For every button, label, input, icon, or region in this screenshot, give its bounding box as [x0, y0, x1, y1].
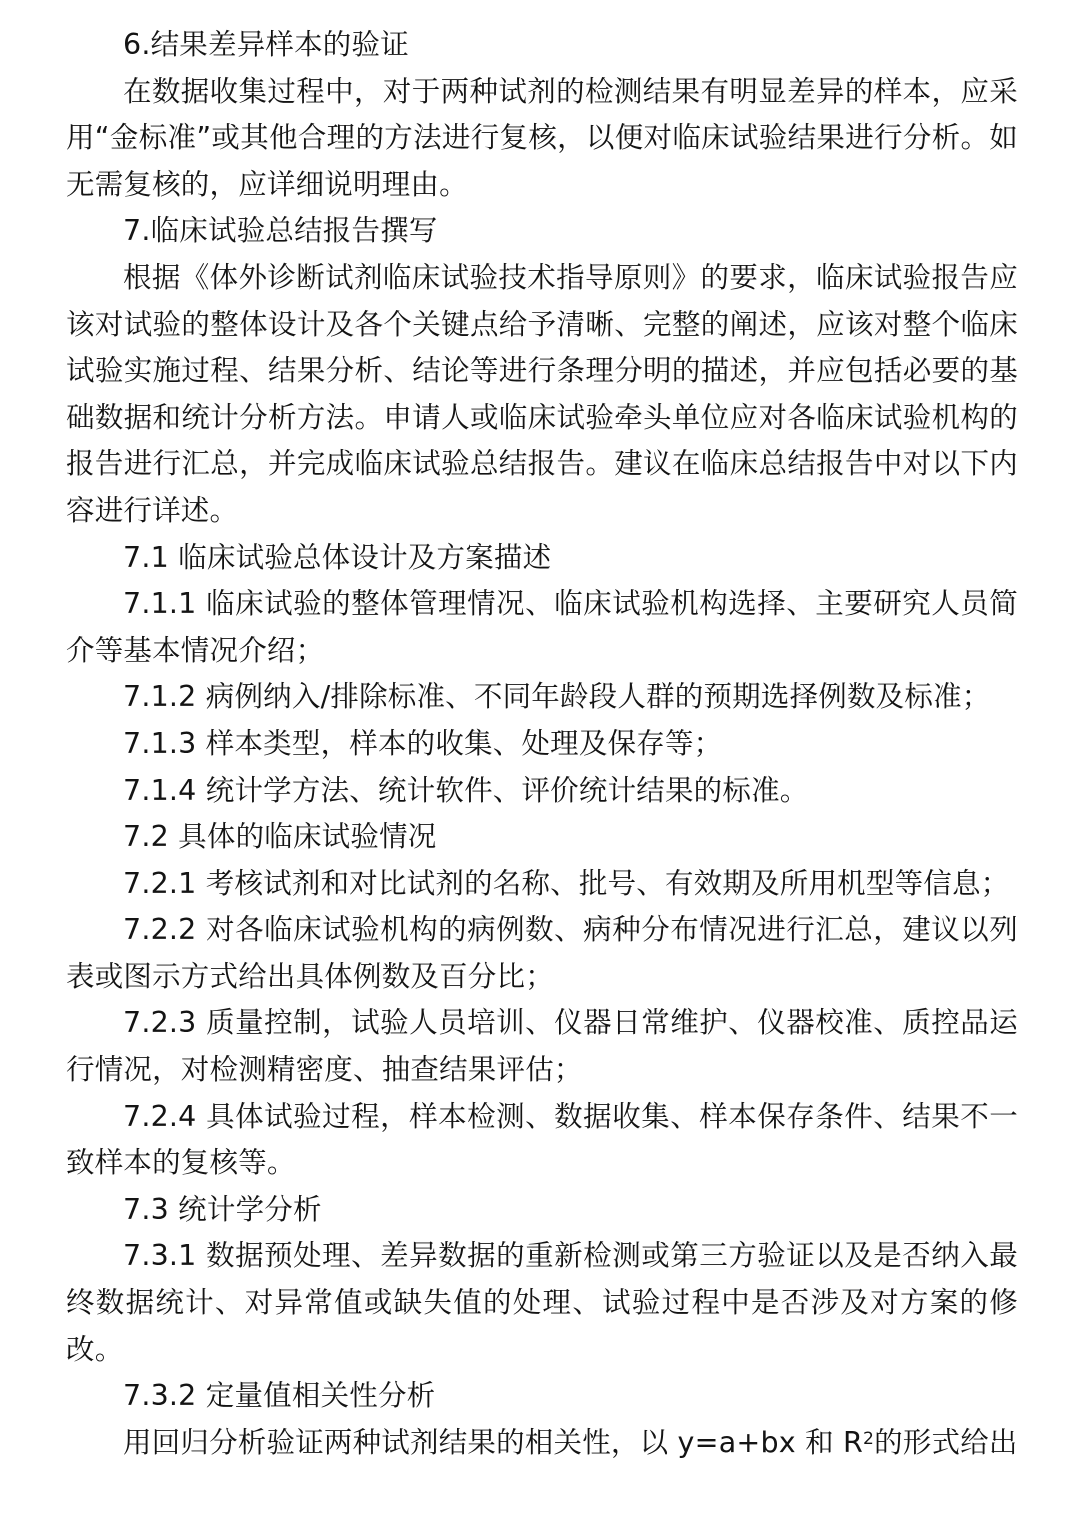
paragraph-7-2-4: 7.2.4 具体试验过程，样本检测、数据收集、样本保存条件、结果不一致样本的复核等。	[66, 1099, 1018, 1180]
heading-7: 7.临床试验总结报告撰写	[123, 214, 438, 248]
regression-text-end: 的形式给出	[874, 1425, 1018, 1459]
heading-7-2: 7.2 具体的临床试验情况	[123, 820, 437, 854]
paragraph-7-1-2: 7.1.2 病例纳入/排除标准、不同年龄段人群的预期选择例数及标准；	[123, 680, 991, 714]
regression-text: 用回归分析验证两种试剂结果的相关性，以 y=a+bx 和 R	[123, 1425, 864, 1459]
paragraph-7-1-1: 7.1.1 临床试验的整体管理情况、临床试验机构选择、主要研究人员简介等基本情况介绍；	[66, 587, 1018, 667]
paragraph-7-2-3: 7.2.3 质量控制，试验人员培训、仪器日常维护、仪器校准、质控品运行情况，对检测精密度、抽查结果评估；	[66, 1006, 1018, 1087]
paragraph-7-3-2-body	[66, 1420, 1018, 1467]
r-squared-superscript: 2	[863, 1429, 875, 1450]
heading-6: 6.结果差异样本的验证	[123, 28, 409, 61]
paragraph-7-body: 根据《体外诊断试剂临床试验技术指导原则》的要求，临床试验报告应该对试验的整体设计及各个关键点给予清晰、完整的阐述，应该对整个临床试验实施过程、结果分析、结论等进行条理分明的描述，并应包括必要的基础数据和统计分析方法。申请人或临床试验牵头单位应对各临床试验机构的报告进行汇总，并完成临床试验总结报告。建议在临床总结报告中对以下内容进行详述。	[66, 260, 1018, 527]
paragraph-7-1-3: 7.1.3 样本类型，样本的收集、处理及保存等；	[123, 726, 723, 760]
paragraph-7-2-2: 7.2.2 对各临床试验机构的病例数、病种分布情况进行汇总，建议以列表或图示方式给出具体例数及百分比；	[66, 913, 1018, 993]
paragraph-7-1-4: 7.1.4 统计学方法、统计软件、评价统计结果的标准。	[123, 773, 809, 807]
heading-7-1: 7.1 临床试验总体设计及方案描述	[123, 540, 552, 574]
heading-7-3-2: 7.3.2 定量值相关性分析	[123, 1379, 436, 1413]
heading-7-3: 7.3 统计学分析	[123, 1192, 322, 1226]
paragraph-7-2-1: 7.2.1 考核试剂和对比试剂的名称、批号、有效期及所用机型等信息；	[123, 866, 1010, 900]
paragraph-6-body: 在数据收集过程中，对于两种试剂的检测结果有明显差异的样本，应采用“金标准”或其他合理的方法进行复核，以便对临床试验结果进行分析。如无需复核的，应详细说明理由。	[66, 74, 1018, 201]
paragraph-7-3-1: 7.3.1 数据预处理、差异数据的重新检测或第三方验证以及是否纳入最终数据统计、对异常值或缺失值的处理、试验过程中是否涉及对方案的修改。	[66, 1239, 1018, 1366]
